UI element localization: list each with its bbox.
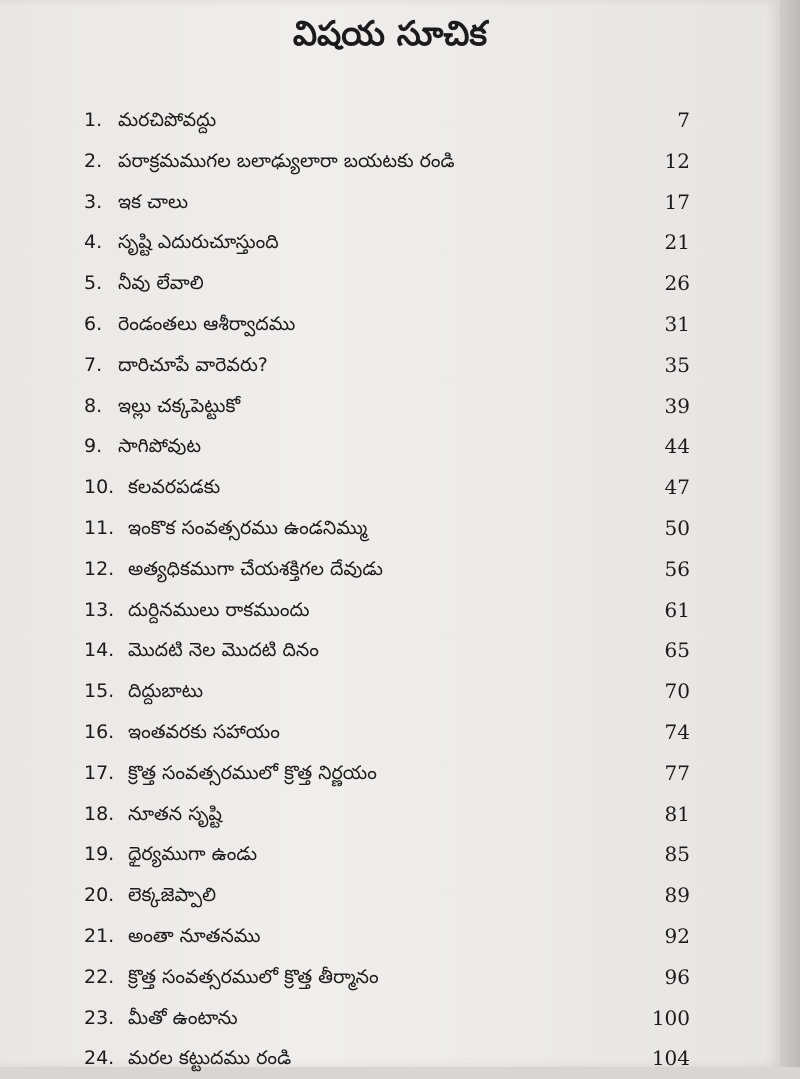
entry-page-number: 31: [664, 311, 690, 336]
entry-title: దుర్దినములు రాకముందు: [128, 598, 310, 621]
toc-entry: [84, 426, 694, 467]
toc-entry: [84, 834, 694, 875]
toc-entry: [84, 508, 694, 549]
toc-entry: [84, 386, 694, 427]
toc-entry: [84, 1038, 694, 1079]
entry-number: 19.: [84, 843, 115, 866]
entry-page-number: 35: [664, 352, 690, 377]
entry-number: 15.: [84, 680, 115, 703]
entry-page-number: 70: [664, 679, 690, 704]
entry-number: 5.: [84, 272, 103, 295]
entry-number: 2.: [84, 149, 103, 172]
entry-title: దారిచూపే వారెవరు?: [118, 353, 268, 376]
entry-title: అత్యధికముగా చేయశక్తిగల దేవుడు: [128, 557, 383, 580]
toc-entry: [84, 263, 694, 304]
entry-number: 14.: [84, 639, 115, 662]
toc-entry: [84, 916, 694, 957]
entry-page-number: 61: [664, 597, 690, 622]
entry-number: 7.: [84, 353, 103, 376]
entry-number: 16.: [84, 720, 115, 743]
toc-entry: [84, 141, 694, 182]
entry-number: 17.: [84, 761, 115, 784]
entry-number: 18.: [84, 802, 115, 825]
entry-title: సృష్టి ఎదురుచూస్తుంది: [118, 231, 279, 254]
entry-title: దిద్దుబాటు: [128, 680, 204, 703]
toc-entry: [84, 304, 694, 345]
entry-page-number: 85: [664, 842, 690, 867]
entry-number: 13.: [84, 598, 115, 621]
entry-page-number: 7: [677, 108, 690, 132]
table-of-contents: [84, 100, 694, 1079]
entry-title: నీవు లేవాలి: [118, 272, 204, 295]
entry-number: 6.: [84, 312, 103, 335]
entry-title: కలవరపడకు: [128, 476, 221, 499]
entry-number: 1.: [84, 109, 103, 131]
entry-page-number: 104: [651, 1046, 690, 1071]
entry-title: ఇంతవరకు సహాయం: [128, 720, 280, 743]
entry-title: నూతన సృష్టి: [128, 802, 222, 825]
entry-page-number: 12: [664, 148, 690, 173]
entry-title: పరాక్రమముగల బలాఢ్యులారా బయటకు రండి: [118, 149, 455, 172]
entry-number: 12.: [84, 557, 115, 580]
page-title: విషయ సూచిక: [292, 14, 488, 54]
entry-title: లెక్కజెప్పాలి: [128, 884, 217, 907]
entry-number: 21.: [84, 924, 115, 947]
entry-number: 10.: [84, 476, 115, 499]
entry-page-number: 89: [664, 883, 690, 908]
entry-title: అంతా నూతనము: [128, 924, 261, 947]
toc-entry: [84, 549, 694, 590]
entry-page-number: 74: [664, 719, 690, 744]
entry-page-number: 50: [664, 515, 690, 540]
entry-title: మరచిపోవద్దు: [118, 109, 217, 131]
toc-entry: [84, 794, 694, 835]
toc-entry: [84, 100, 694, 141]
entry-page-number: 44: [664, 434, 690, 459]
entry-title: ధైర్యముగా ఉండు: [128, 843, 258, 866]
toc-entry: [84, 671, 694, 712]
entry-page-number: 39: [664, 393, 690, 418]
entry-page-number: 92: [664, 923, 690, 948]
entry-page-number: 47: [664, 475, 690, 500]
entry-page-number: 77: [664, 760, 690, 785]
entry-page-number: 56: [664, 556, 690, 581]
entry-title: ఇక చాలు: [118, 190, 189, 213]
toc-entry: [84, 590, 694, 631]
toc-entry: [84, 345, 694, 386]
entry-number: 4.: [84, 231, 103, 254]
entry-page-number: 96: [664, 964, 690, 989]
entry-page-number: 21: [664, 230, 690, 255]
entry-page-number: 17: [664, 189, 690, 214]
entry-title: క్రొత్త సంవత్సరములో క్రొత్త నిర్ణయం: [128, 761, 377, 784]
entry-page-number: 26: [664, 271, 690, 296]
entry-number: 8.: [84, 394, 103, 417]
entry-title: ఇల్లు చక్కపెట్టుకో: [118, 394, 241, 417]
toc-entry: [84, 182, 694, 223]
toc-entry: [84, 630, 694, 671]
entry-number: 9.: [84, 435, 103, 458]
entry-title: మరల కట్టుదము రండి: [128, 1047, 292, 1070]
entry-title: సాగిపోవుట: [118, 435, 202, 458]
entry-number: 20.: [84, 884, 115, 907]
toc-entry: [84, 998, 694, 1039]
page-edge: [780, 0, 800, 1067]
entry-number: 23.: [84, 1006, 115, 1029]
entry-number: 11.: [84, 516, 115, 539]
toc-entry: [84, 957, 694, 998]
toc-entry: [84, 875, 694, 916]
toc-entry: [84, 467, 694, 508]
toc-entry: [84, 712, 694, 753]
entry-title: ఇంకొక సంవత్సరము ఉండనిమ్ము: [128, 516, 368, 539]
entry-title: మొదటి నెల మొదటి దినం: [128, 639, 319, 662]
entry-page-number: 100: [651, 1005, 690, 1030]
entry-title: మీతో ఉంటాను: [128, 1006, 238, 1029]
toc-entry: [84, 222, 694, 263]
entry-number: 24.: [84, 1047, 115, 1070]
toc-entry: [84, 753, 694, 794]
entry-number: 3.: [84, 190, 103, 213]
entry-number: 22.: [84, 965, 115, 988]
entry-title: రెండంతలు ఆశీర్వాదము: [118, 312, 296, 335]
entry-page-number: 65: [664, 638, 690, 663]
entry-title: క్రొత్త సంవత్సరములో క్రొత్త తీర్మానం: [128, 965, 379, 988]
entry-page-number: 81: [664, 801, 690, 826]
